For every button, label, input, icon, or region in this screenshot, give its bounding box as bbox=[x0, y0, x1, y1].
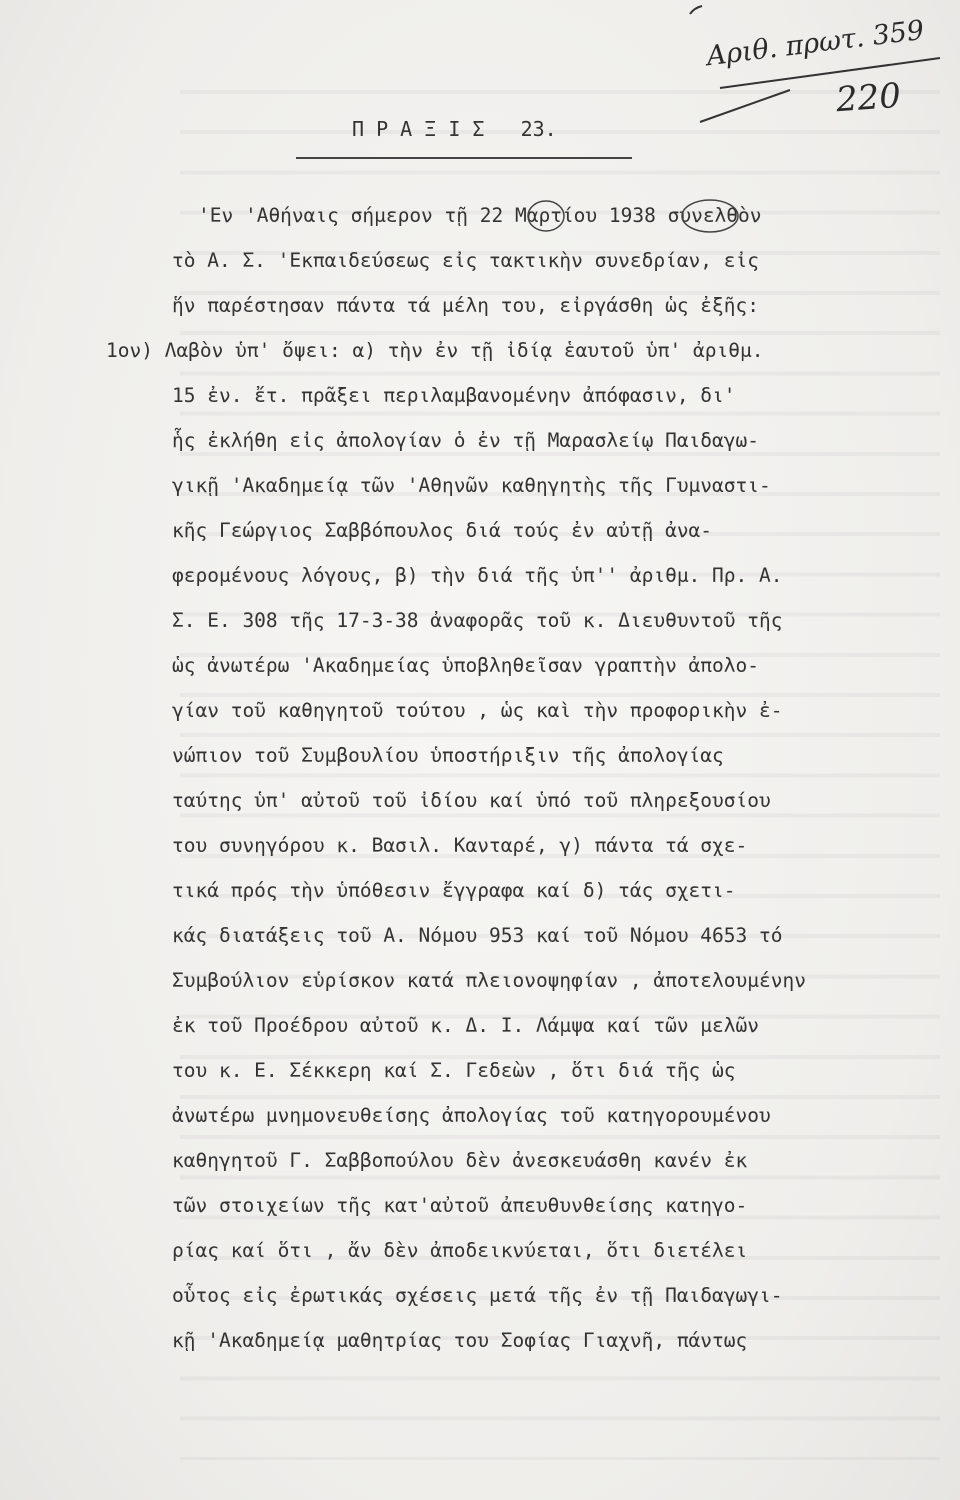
text-line: κάς διατάξεις τοῦ Α. Νόμου 953 καί τοῦ Νόμου 4653 τό bbox=[172, 924, 783, 947]
text-line: 1ον) Λαβὸν ὑπ' ὄψει: α) τὴν ἐν τῇ ἰδίᾳ ἑαυτοῦ ὑπ' ἀριθμ. bbox=[106, 339, 764, 362]
text-line: κῇ 'Ακαδημείᾳ μαθητρίας του Σοφίας Γιαχνῆ, πάντως bbox=[172, 1329, 748, 1352]
text-line: καθηγητοῦ Γ. Σαββοπούλου δὲν ἀνεσκευάσθη κανέν ἐκ bbox=[172, 1149, 748, 1172]
text-line: κῆς Γεώργιος Σαββόπουλος διά τούς ἐν αὐτῇ ἀνα- bbox=[172, 519, 713, 542]
text-line: γίαν τοῦ καθηγητοῦ τούτου , ὡς καὶ τὴν προφορικὴν ἐ- bbox=[172, 699, 783, 722]
text-line: ἧς ἐκλήθη εἰς ἀπολογίαν ὁ ἐν τῇ Μαρασλείῳ Παιδαγω- bbox=[172, 429, 759, 452]
text-line: τικά πρός τὴν ὑπόθεσιν ἔγγραφα καί δ) τάς σχετι- bbox=[172, 879, 736, 902]
text-line: 'Εν 'Αθήναις σήμερον τῇ 22 Μαρτίου 1938 συνελθὸν bbox=[198, 204, 762, 227]
text-line: 15 ἐν. ἔτ. πρᾶξει περιλαμβανομένην ἀπόφασιν, δι' bbox=[172, 384, 736, 407]
text-line: ταύτης ὑπ' αὐτοῦ τοῦ ἰδίου καί ὑπό τοῦ πληρεξουσίου bbox=[172, 789, 771, 812]
text-line: τῶν στοιχείων τῆς κατ'αὐτοῦ ἀπευθυνθείσης κατηγο- bbox=[172, 1194, 748, 1217]
text-line: του κ. Ε. Σέκκερη καί Σ. Γεδεὼν , ὅτι διά τῆς ὡς bbox=[172, 1059, 736, 1082]
text-line: γικῇ 'Ακαδημείᾳ τῶν 'Αθηνῶν καθηγητὴς τῆς Γυμναστι- bbox=[172, 474, 771, 497]
archive-number-annotation: Αριθ. πρωτ. 359 bbox=[704, 14, 926, 73]
page-number-annotation: 220 bbox=[834, 75, 903, 121]
text-line: ρίας καί ὅτι , ἄν δὲν ἀποδεικνύεται, ὅτι διετέλει bbox=[172, 1239, 748, 1262]
text-line: ἐκ τοῦ Προέδρου αὐτοῦ κ. Δ. Ι. Λάμψα καί τῶν μελῶν bbox=[172, 1014, 759, 1037]
text-line: Σ. Ε. 308 τῆς 17-3-38 ἀναφορᾶς τοῦ κ. Διευθυντοῦ τῆς bbox=[172, 609, 783, 632]
text-line: τὸ Α. Σ. 'Εκπαιδεύσεως εἰς τακτικὴν συνεδρίαν, εἰς bbox=[172, 249, 759, 272]
date-circles bbox=[0, 0, 960, 260]
text-line: ἥν παρέστησαν πάντα τά μέλη του, εἰργάσθη ὡς ἐξῆς: bbox=[172, 294, 759, 317]
text-line: οὗτος εἰς ἐρωτικάς σχέσεις μετά τῆς ἐν τῇ Παιδαγωγι- bbox=[172, 1284, 783, 1307]
page-title: Π Ρ Α Ξ Ι Σ 23. bbox=[352, 117, 557, 141]
text-line: του συνηγόρου κ. Βασιλ. Κανταρέ, γ) πάντα τά σχε- bbox=[172, 834, 748, 857]
text-line: φερομένους λόγους, β) τὴν διά τῆς ὑπ'' ἀριθμ. Πρ. Α. bbox=[172, 564, 783, 587]
text-line: ἀνωτέρω μνημονευθείσης ἀπολογίας τοῦ κατηγορουμένου bbox=[172, 1104, 771, 1127]
text-line: ὡς ἀνωτέρω 'Ακαδημείας ὑποβληθεῖσαν γραπτὴν ἀπολο- bbox=[172, 654, 759, 677]
text-line: νώπιον τοῦ Συμβουλίου ὑποστήριξιν τῆς ἀπολογίας bbox=[172, 744, 724, 767]
text-line: Συμβούλιον εὑρίσκον κατά πλειονοψηφίαν , ἀποτελουμένην bbox=[172, 969, 806, 992]
